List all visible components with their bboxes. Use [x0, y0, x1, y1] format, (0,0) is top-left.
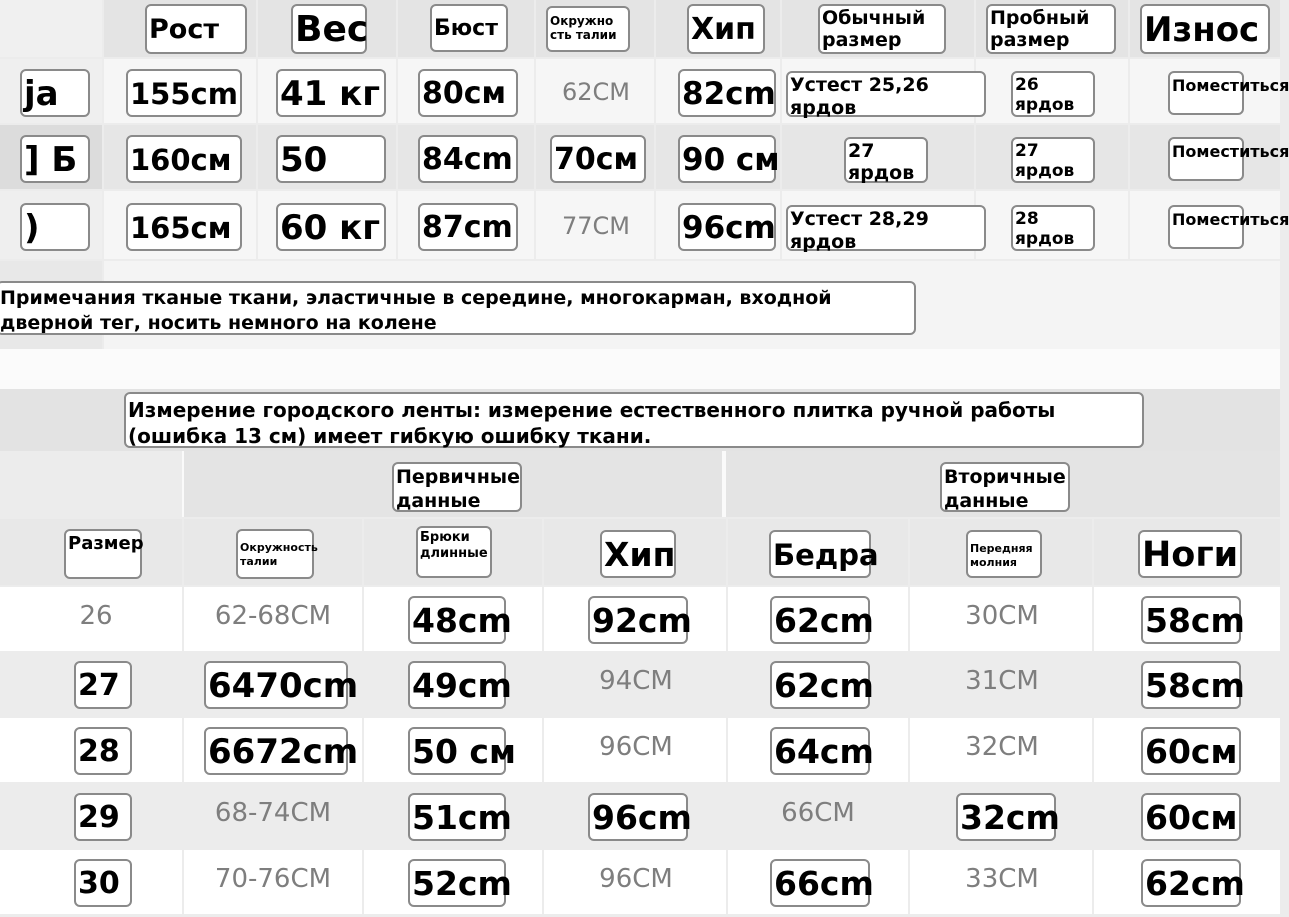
front-zipper-value: 32CM: [965, 732, 1039, 762]
size-value: 26: [79, 601, 113, 631]
trousers-length-value: 49cm: [408, 661, 506, 709]
table-cell-background: [722, 451, 726, 517]
bust-value: 84cm: [418, 135, 518, 183]
size-value: 29: [74, 793, 132, 841]
size-label: ): [20, 203, 90, 251]
wear-value: Поместиться: [1168, 71, 1244, 115]
weight-value: 60 кг: [276, 203, 386, 251]
height-value: 165см: [126, 203, 242, 251]
hip-value: 94CM: [599, 666, 673, 696]
hip-value: 96CM: [599, 864, 673, 894]
weight-value: 50: [276, 135, 386, 183]
header-legs: Ноги: [1138, 530, 1242, 578]
waist-value: 77CM: [561, 212, 630, 240]
bust-value: 80см: [418, 69, 518, 117]
normal-size-value: Устест 25,26 ярдов: [786, 71, 986, 117]
trousers-length-value: 48cm: [408, 596, 506, 644]
hip-value: 96cm: [588, 793, 688, 841]
trial-size-value: 28 ярдов: [1011, 205, 1095, 251]
header-trial-size: Пробный размер: [986, 4, 1116, 54]
table-cell-background: [184, 451, 1280, 517]
trial-size-value: 27 ярдов: [1011, 137, 1095, 183]
waist-circumference-value: 62-68CM: [214, 601, 332, 631]
table-cell-background: [0, 349, 1280, 389]
hip-value: 90 см: [678, 135, 776, 183]
header-wear: Износ: [1140, 4, 1270, 54]
legs-value: 58cm: [1141, 661, 1241, 709]
waist-value: 62CM: [561, 78, 630, 106]
header-normal-size: Обычный размер: [818, 4, 946, 54]
wear-value: Поместиться: [1168, 205, 1244, 249]
wear-value: Поместиться: [1168, 137, 1244, 181]
header-thigh: Бедра: [769, 530, 871, 578]
measurement-note: Измерение городского ленты: измерение естественного плитка ручной работы (ошибка 13 см) имеет гибкую ошибку ткани.: [124, 392, 1144, 448]
legs-value: 62cm: [1141, 859, 1241, 907]
header-height: Рост: [145, 4, 247, 54]
waist-circumference-value: 70-76CM: [214, 864, 332, 894]
size-value: 28: [74, 727, 132, 775]
notes-text: Примечания тканые ткани, эластичные в середине, многокарман, входной дверной тег, носить немного на колене: [0, 281, 916, 335]
header-front-zipper: Передняя молния: [966, 530, 1042, 578]
header-size: Размер: [64, 529, 142, 579]
height-value: 155cm: [126, 69, 242, 117]
front-zipper-value: 33CM: [965, 864, 1039, 894]
header-waist-circumference: Окружность талии: [236, 529, 314, 579]
front-zipper-value: 31CM: [965, 666, 1039, 696]
header-hip: Хип: [600, 530, 676, 578]
header-weight: Вес: [291, 4, 367, 54]
thigh-value: 66cm: [770, 859, 870, 907]
front-zipper-value: 32cm: [956, 793, 1056, 841]
header-trousers-length: Брюки длинные: [416, 526, 492, 578]
legs-value: 58cm: [1141, 596, 1241, 644]
group-secondary-label: Вторичные данные: [940, 462, 1070, 512]
size-label: ] Б: [20, 135, 90, 183]
waist-value: 70см: [550, 135, 646, 183]
normal-size-value: Устест 28,29 ярдов: [786, 205, 986, 251]
table-cell-background: [182, 451, 184, 517]
hip-value: 96CM: [599, 732, 673, 762]
waist-circumference-value: 6672cm: [204, 727, 348, 775]
weight-value: 41 кг: [276, 69, 386, 117]
header-waist: Окружно сть талии: [546, 6, 630, 52]
hip-value: 96cm: [678, 203, 776, 251]
table-cell-background: [0, 0, 102, 57]
thigh-value: 62cm: [770, 661, 870, 709]
thigh-value: 66CM: [781, 798, 855, 828]
header-hip: Хип: [687, 4, 765, 54]
trousers-length-value: 52cm: [408, 859, 506, 907]
hip-value: 82cm: [678, 69, 776, 117]
thigh-value: 62cm: [770, 596, 870, 644]
thigh-value: 64cm: [770, 727, 870, 775]
waist-circumference-value: 6470cm: [204, 661, 348, 709]
hip-value: 92cm: [588, 596, 688, 644]
trial-size-value: 26 ярдов: [1011, 71, 1095, 117]
header-bust: Бюст: [430, 4, 508, 52]
legs-value: 60см: [1141, 727, 1241, 775]
front-zipper-value: 30CM: [965, 601, 1039, 631]
waist-circumference-value: 68-74CM: [214, 798, 332, 828]
legs-value: 60см: [1141, 793, 1241, 841]
size-value: 27: [74, 661, 132, 709]
trousers-length-value: 51cm: [408, 793, 506, 841]
size-value: 30: [74, 859, 132, 907]
table-cell-background: [0, 451, 182, 517]
size-label: ja: [20, 69, 90, 117]
bust-value: 87cm: [418, 203, 518, 251]
trousers-length-value: 50 см: [408, 727, 506, 775]
height-value: 160см: [126, 135, 242, 183]
group-primary-label: Первичные данные: [392, 462, 522, 512]
normal-size-value: 27 ярдов: [844, 137, 928, 183]
